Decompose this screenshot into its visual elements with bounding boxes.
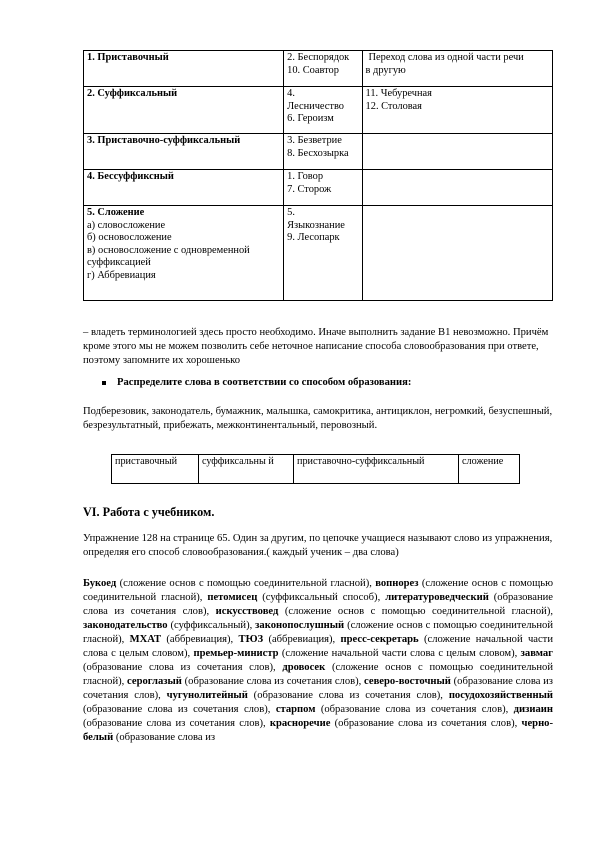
- section-title: VI. Работа с учебником.: [83, 505, 215, 519]
- header-cell-prefix: приставочный: [112, 455, 199, 484]
- answer-description: (сложение начальной части слова с целым словом),: [83, 634, 553, 659]
- answer-word: посудохозяйственный: [448, 690, 554, 701]
- example-word: 3. Безветрие: [287, 135, 342, 146]
- answer-word: красноречие: [269, 718, 331, 729]
- example-word: 2. Беспорядок: [287, 52, 350, 63]
- extra-cell: [362, 51, 552, 87]
- answer-description: (сложение основ с помощью соединительной гласной),: [116, 578, 376, 589]
- answer-word: МХАТ: [129, 634, 162, 645]
- answer-description: (аббревиация),: [161, 634, 239, 645]
- method-name: 3. Приставочно-суффиксальный: [87, 135, 241, 146]
- method-name: 5. Сложение: [87, 207, 145, 218]
- extra-text: 11. Чебуречная: [365, 88, 432, 99]
- example-word: 8. Бесхозырка: [287, 147, 349, 159]
- example-word: 6. Героизм: [287, 113, 334, 125]
- extra-text: 12. Столовая: [365, 100, 422, 112]
- word-distribution-table: [111, 454, 520, 484]
- answer-word: пресс-секретарь: [340, 634, 419, 645]
- answer-description: (образование слова из сочетания слов),: [315, 704, 514, 715]
- header-cell-prefix-suffix: приставочно-суффиксальный: [294, 455, 459, 484]
- table-row: [112, 455, 520, 484]
- task-bullet-item: [102, 376, 411, 390]
- method-cell: [84, 87, 284, 134]
- example-words-cell: [284, 170, 362, 206]
- method-name: 1. Приставочный: [87, 52, 169, 63]
- answer-word: сероглазый: [127, 676, 182, 687]
- task-instruction: Распределите слова в соответствии со способом образования:: [117, 377, 412, 388]
- extra-cell: [362, 170, 552, 206]
- word-list: Подберезовик, законодатель, бумажник, малышка, самокритика, антициклон, негромкий, безуспешный, безрезультатный, прибежать, межконтинентальный, перовозный.: [83, 406, 553, 431]
- answer-description: (образование слова из сочетания слов),: [83, 704, 276, 715]
- answer-word: Букоед: [83, 578, 117, 589]
- example-word: 10. Соавтор: [287, 64, 339, 76]
- header-cell-suffix: суффиксальны й: [199, 455, 294, 484]
- bullet-icon: [102, 381, 106, 385]
- word-formation-methods-table: [83, 50, 553, 301]
- table-row: [84, 134, 553, 170]
- table-row: [84, 87, 553, 134]
- example-words-cell: [284, 87, 362, 134]
- answer-word: вопнорез: [375, 578, 419, 589]
- answer-description: (аббревиация),: [263, 634, 341, 645]
- extra-text: в другую: [365, 64, 406, 76]
- example-word: 9. Лесопарк: [287, 232, 340, 244]
- answer-word: премьер-министр: [193, 648, 279, 659]
- method-subtype: а) словосложение: [87, 219, 166, 231]
- extra-text: Переход слова из одной части речи: [368, 52, 524, 63]
- answer-description: (сложение начальной части слова с целым словом),: [278, 648, 521, 659]
- method-cell: [84, 51, 284, 87]
- example-word: 1. Говор: [287, 171, 324, 182]
- example-words-cell: [284, 206, 362, 301]
- example-word: 5.: [287, 207, 295, 218]
- extra-cell: [362, 206, 552, 301]
- example-words-cell: [284, 134, 362, 170]
- method-name: 2. Суффиксальный: [87, 88, 178, 99]
- method-cell: [84, 170, 284, 206]
- answer-word: дизиаин: [513, 704, 553, 715]
- answer-description: (образование слова из сочетания слов),: [83, 718, 270, 729]
- exercise-answers: [83, 577, 553, 745]
- method-subtype: суффиксацией: [87, 257, 151, 269]
- method-subtype: б) основосложение: [87, 232, 172, 244]
- header-cell-composition: сложение: [459, 455, 520, 484]
- extra-cell: [362, 87, 552, 134]
- method-cell: [84, 134, 284, 170]
- example-word: 4.: [287, 88, 295, 99]
- method-cell: [84, 206, 284, 301]
- answer-word: старпом: [275, 704, 316, 715]
- table-row: [84, 206, 553, 301]
- answer-description: (сложение основ с помощью соединительной гласной),: [83, 620, 553, 645]
- example-word: Языкознание: [287, 219, 345, 231]
- exercise-instruction: Упражнение 128 на странице 65. Один за другим, по цепочке учащиеся называют слово из упражнения, определяя его способ словообразования.( каждый ученик – два слова): [83, 533, 553, 558]
- table-row: [84, 170, 553, 206]
- terminology-note: – владеть терминологией здесь просто необходимо. Иначе выполнить задание В1 невозможно. Причём кроме этого мы не можем позволить себе неточное написание способа словообразования при ответе, поэтому запомните их хорошенько: [83, 327, 549, 366]
- answer-word: литературоведческий: [385, 592, 489, 603]
- answer-description: (суффиксальный),: [167, 620, 256, 631]
- answer-description: (образование слова из сочетания слов),: [83, 592, 553, 617]
- example-word: Лесничество: [287, 100, 344, 112]
- answer-description: (сложение основ с помощью соединительной гласной),: [83, 578, 553, 603]
- answer-description: (сложение основ с помощью соединительной гласной),: [83, 662, 553, 687]
- answer-word: завмаг: [520, 648, 553, 659]
- answer-word: северо-восточный: [364, 676, 451, 687]
- answer-description: (образование слова из сочетания слов),: [83, 662, 283, 673]
- example-word: 7. Сторож: [287, 183, 332, 195]
- answer-description: (образование слова из сочетания слов),: [181, 676, 365, 687]
- table-row: [84, 51, 553, 87]
- answer-description: (суффиксальный способ),: [257, 592, 386, 603]
- method-subtype: г) Аббревиация: [87, 269, 156, 281]
- answer-description: (образование слова из сочетания слов),: [247, 690, 449, 701]
- method-name: 4. Бессуффиксный: [87, 171, 174, 182]
- answer-word: законодательство: [83, 620, 168, 631]
- answer-word: искусствовед: [215, 606, 279, 617]
- answer-description: (сложение основ с помощью соединительной гласной),: [278, 606, 553, 617]
- answer-word: ТЮЗ: [238, 634, 264, 645]
- answer-description: (образование слова из сочетания слов),: [83, 676, 553, 701]
- answer-description: (образование слова из сочетания слов),: [330, 718, 522, 729]
- answer-word: петомисец: [207, 592, 258, 603]
- answer-word: дровосек: [282, 662, 326, 673]
- answer-word: законопослушный: [255, 620, 345, 631]
- answer-word: черно-белый: [83, 718, 553, 743]
- answer-word: чугунолитейный: [166, 690, 248, 701]
- extra-cell: [362, 134, 552, 170]
- method-subtype: в) основосложение с одновременной: [87, 244, 250, 256]
- example-words-cell: [284, 51, 362, 87]
- answer-description: (образование слова из: [113, 732, 216, 743]
